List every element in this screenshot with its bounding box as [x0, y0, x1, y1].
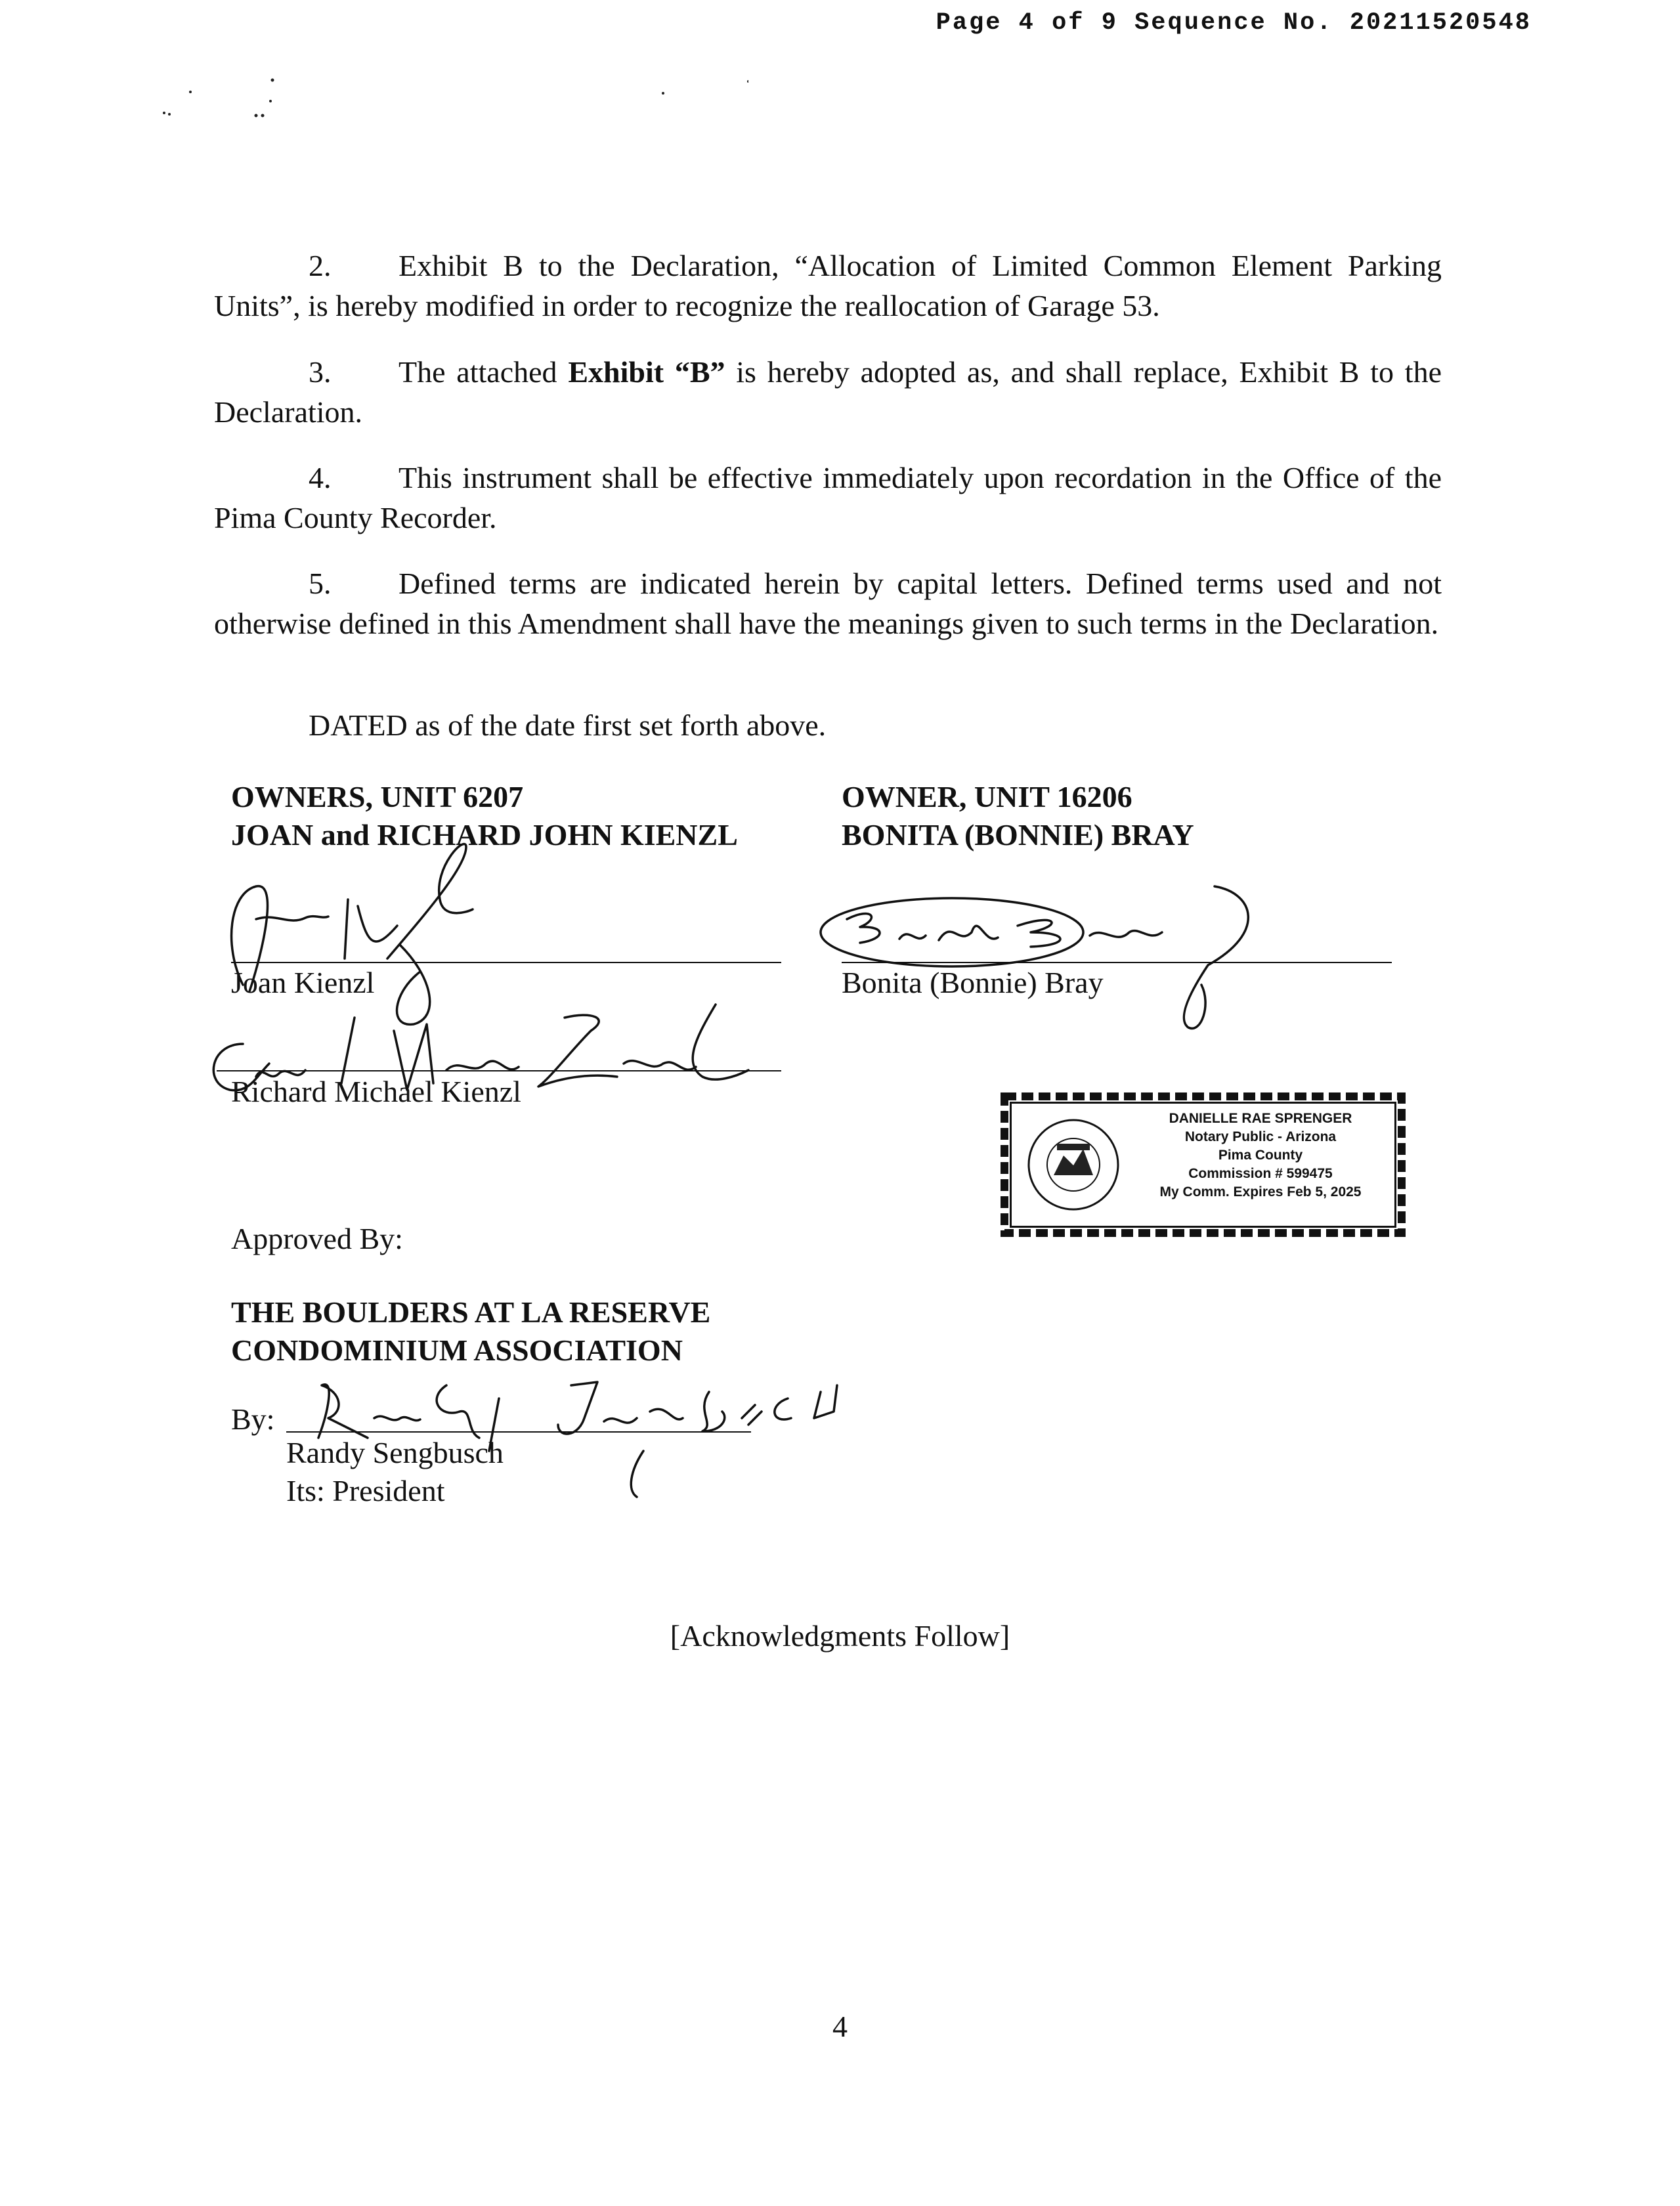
paragraph-5	[214, 563, 1442, 643]
owner-right-unit: OWNER, UNIT 16206	[842, 780, 1132, 813]
association-name-line2: CONDOMINIUM ASSOCIATION	[231, 1333, 683, 1367]
notary-county: Pima County	[1218, 1148, 1303, 1163]
notary-name: DANIELLE RAE SPRENGER	[1169, 1111, 1352, 1126]
joan-signer-name: Joan Kienzl	[231, 966, 375, 999]
paragraph-3	[214, 352, 1442, 432]
paragraph-number: 5.	[309, 567, 332, 600]
approved-by-label: Approved By:	[231, 1222, 403, 1255]
association-heading	[231, 1293, 710, 1370]
paragraph-text: This instrument shall be effective immediately upon recordation in the Office of the Pima County Recorder.	[214, 461, 1442, 534]
notary-text-block	[1129, 1110, 1392, 1201]
paragraph-text: Exhibit B to the Declaration, “Allocation of Limited Common Element Parking Units”, is hereby modified in order to recognize the reallocation of Garage 53.	[214, 249, 1442, 322]
association-signer-name: Randy Sengbusch	[286, 1436, 504, 1469]
paragraph-number: 2.	[309, 249, 332, 282]
bonita-bray-signature	[781, 873, 1293, 1044]
page-header: Page 4 of 9 Sequence No. 20211520548	[936, 9, 1532, 37]
paragraph-text: Defined terms are indicated herein by capital letters. Defined terms used and not otherwise defined in this Amendment shall have the meanings given to such terms in the Declaration.	[214, 567, 1442, 640]
paragraph-2	[214, 246, 1442, 326]
owners-left-names: JOAN and RICHARD JOHN KIENZL	[231, 818, 738, 852]
notary-stamp	[998, 1090, 1408, 1240]
bonita-signer-name: Bonita (Bonnie) Bray	[842, 966, 1104, 999]
paragraph-number: 4.	[309, 461, 332, 494]
dated-line: DATED as of the date first set forth above.	[309, 708, 827, 742]
association-signer-title: Its: President	[286, 1474, 445, 1507]
arizona-seal-icon	[1024, 1103, 1123, 1226]
association-name-line1: THE BOULDERS AT LA RESERVE	[231, 1295, 711, 1329]
notary-title: Notary Public - Arizona	[1184, 1129, 1337, 1144]
richard-signer-name: Richard Michael Kienzl	[231, 1075, 521, 1108]
notary-expires: My Comm. Expires Feb 5, 2025	[1159, 1184, 1362, 1200]
owners-left-unit: OWNERS, UNIT 6207	[231, 780, 524, 813]
owner-right-name: BONITA (BONNIE) BRAY	[842, 818, 1194, 852]
by-label: By:	[231, 1402, 275, 1436]
paragraph-number: 3.	[309, 355, 332, 389]
page-number: 4	[832, 2010, 848, 2043]
paragraph-4	[214, 458, 1442, 538]
richard-kienzl-signature	[197, 991, 762, 1096]
owner-right-heading	[842, 778, 1194, 854]
paragraph-text-post: is hereby adopted as, and shall replace, Exhibit B to the Declaration.	[214, 355, 1442, 429]
exhibit-b-reference: Exhibit “B”	[568, 355, 725, 389]
paragraph-text-pre: The attached	[398, 355, 569, 389]
notary-commission: Commission # 599475	[1188, 1166, 1333, 1181]
scan-specks	[158, 72, 748, 125]
acknowledgments-follow: [Acknowledgments Follow]	[670, 1619, 1010, 1653]
